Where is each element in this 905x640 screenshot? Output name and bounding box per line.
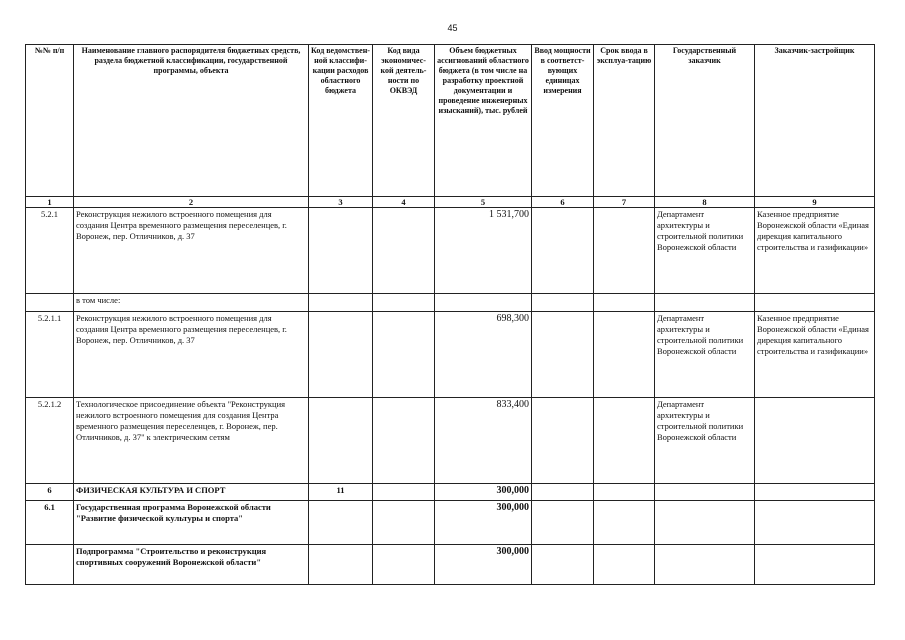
row-okved	[373, 398, 435, 484]
budget-table	[25, 44, 875, 585]
column-number: 9	[755, 197, 875, 208]
row-amount	[435, 294, 532, 312]
row-customer: Департамент архитектуры и строительной политики Воронежской области	[655, 208, 755, 294]
table-row	[26, 545, 875, 585]
header-num: №№ п/п	[26, 45, 74, 197]
page-number: 45	[447, 23, 458, 33]
row-capacity	[532, 208, 594, 294]
row-developer: Казенное предприятие Воронежской области «Единая дирекция капитального строительства и газификации»	[755, 208, 875, 294]
table-row	[26, 208, 875, 294]
row-developer: Казенное предприятие Воронежской области «Единая дирекция капитального строительства и газификации»	[755, 312, 875, 398]
row-num	[26, 294, 74, 312]
row-term	[594, 312, 655, 398]
column-number: 4	[373, 197, 435, 208]
row-developer	[755, 484, 875, 501]
row-num	[26, 545, 74, 585]
table-row	[26, 312, 875, 398]
row-name: в том числе:	[74, 294, 309, 312]
header-okved: Код вида экономичес-кой деятель-ности по ОКВЭД	[373, 45, 435, 197]
column-number: 5	[435, 197, 532, 208]
row-code	[309, 501, 373, 545]
row-okved	[373, 294, 435, 312]
column-number-row	[26, 197, 875, 208]
header-developer: Заказчик-застройщик	[755, 45, 875, 197]
row-capacity	[532, 484, 594, 501]
header-term: Срок ввода в эксплуа-тацию	[594, 45, 655, 197]
table-row	[26, 501, 875, 545]
row-amount: 300,000	[435, 545, 532, 585]
column-number: 2	[74, 197, 309, 208]
row-term	[594, 398, 655, 484]
row-capacity	[532, 294, 594, 312]
row-code	[309, 208, 373, 294]
row-num: 6	[26, 484, 74, 501]
column-number: 7	[594, 197, 655, 208]
row-customer	[655, 545, 755, 585]
row-num: 5.2.1.1	[26, 312, 74, 398]
row-amount: 300,000	[435, 484, 532, 501]
row-term	[594, 208, 655, 294]
row-customer	[655, 501, 755, 545]
table-row	[26, 484, 875, 501]
row-okved	[373, 208, 435, 294]
row-term	[594, 545, 655, 585]
row-developer	[755, 398, 875, 484]
row-customer: Департамент архитектуры и строительной политики Воронежской области	[655, 312, 755, 398]
row-code	[309, 545, 373, 585]
row-capacity	[532, 312, 594, 398]
row-name: Подпрограмма "Строительство и реконструкция спортивных сооружений Воронежской области"	[74, 545, 309, 585]
row-customer	[655, 294, 755, 312]
row-developer	[755, 501, 875, 545]
row-name: Технологическое присоединение объекта "Реконструкция нежилого встроенного помещения для создания Центра временного размещения переселенцев, г. Воронеж, пер. Отличников, д. 37" к электрическим сетям	[74, 398, 309, 484]
row-amount: 698,300	[435, 312, 532, 398]
row-num: 6.1	[26, 501, 74, 545]
header-capacity: Ввод мощности в соответст-вующих единицах измерения	[532, 45, 594, 197]
row-developer	[755, 294, 875, 312]
header-customer: Государственный заказчик	[655, 45, 755, 197]
row-code	[309, 312, 373, 398]
column-number: 3	[309, 197, 373, 208]
row-okved	[373, 545, 435, 585]
row-term	[594, 294, 655, 312]
column-number: 1	[26, 197, 74, 208]
row-okved	[373, 484, 435, 501]
row-term	[594, 484, 655, 501]
row-okved	[373, 312, 435, 398]
column-number: 8	[655, 197, 755, 208]
row-code	[309, 398, 373, 484]
row-okved	[373, 501, 435, 545]
row-code	[309, 294, 373, 312]
row-customer: Департамент архитектуры и строительной политики Воронежской области	[655, 398, 755, 484]
row-name: Реконструкция нежилого встроенного помещения для создания Центра временного размещения переселенцев, г. Воронеж, пер. Отличников, д. 37	[74, 312, 309, 398]
table-row	[26, 294, 875, 312]
row-name: ФИЗИЧЕСКАЯ КУЛЬТУРА И СПОРТ	[74, 484, 309, 501]
row-capacity	[532, 398, 594, 484]
header-row	[26, 45, 875, 197]
header-amount: Объем бюджетных ассигнований областного бюджета (в том числе на разработку проектной документации и проведение инженерных изысканий), тыс. рублей	[435, 45, 532, 197]
header-name: Наименование главного распорядителя бюджетных средств, раздела бюджетной классификации, государственной программы, объекта	[74, 45, 309, 197]
row-name: Реконструкция нежилого встроенного помещения для создания Центра временного размещения переселенцев, г. Воронеж, пер. Отличников, д. 37	[74, 208, 309, 294]
header-code: Код ведомствен-ной классифи-кации расходов областного бюджета	[309, 45, 373, 197]
row-developer	[755, 545, 875, 585]
row-customer	[655, 484, 755, 501]
row-amount: 833,400	[435, 398, 532, 484]
row-capacity	[532, 501, 594, 545]
row-term	[594, 501, 655, 545]
row-num: 5.2.1	[26, 208, 74, 294]
row-amount: 1 531,700	[435, 208, 532, 294]
row-capacity	[532, 545, 594, 585]
row-code: 11	[309, 484, 373, 501]
row-num: 5.2.1.2	[26, 398, 74, 484]
row-amount: 300,000	[435, 501, 532, 545]
column-number: 6	[532, 197, 594, 208]
row-name: Государственная программа Воронежской области "Развитие физической культуры и спорта"	[74, 501, 309, 545]
table-row	[26, 398, 875, 484]
